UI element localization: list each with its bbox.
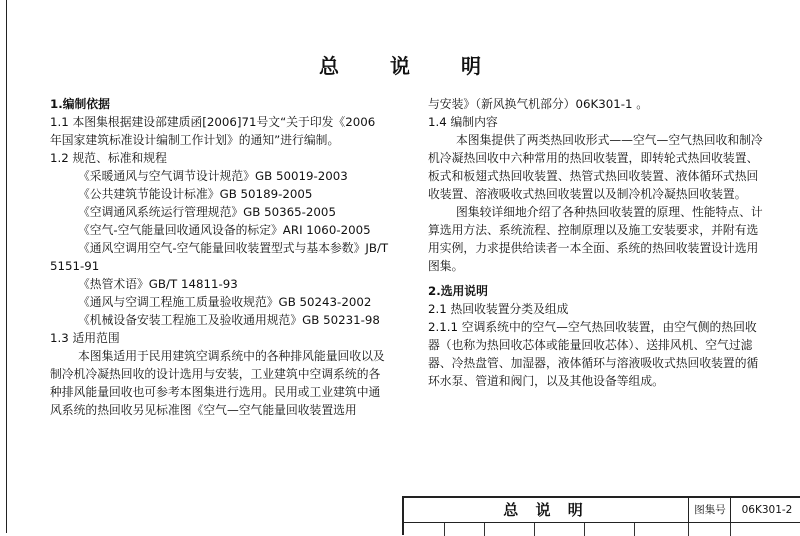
text-line: 1.编制依据 [50, 97, 110, 111]
text-line: 5151-91 [50, 259, 100, 273]
title-block-title: 总 说 明 [404, 498, 689, 522]
text-line: 1.2 规范、标准和规程 [50, 151, 167, 165]
text-line: 制冷机冷凝热回收的设计选用与安装，工业建筑中空调系统的各 [50, 367, 381, 381]
text-line: 2.1.1 空调系统中的空气—空气热回收装置，由空气侧的热回收 [428, 320, 757, 334]
text-line: 《空调通风系统运行管理规范》GB 50365-2005 [78, 205, 336, 219]
text-line: 《热管术语》GB/T 14811-93 [78, 277, 238, 291]
text-line: 图集较详细地介绍了各种热回收装置的原理、性能特点、计 [456, 205, 763, 219]
text-line: 本图集提供了两类热回收形式——空气—空气热回收和制冷 [456, 133, 763, 147]
text-line: 《公共建筑节能设计标准》GB 50189-2005 [78, 187, 313, 201]
text-line: 种排风能量回收也可参考本图集进行选用。民用或工业建筑中通 [50, 385, 381, 399]
left-column [50, 95, 390, 419]
text-line: 1.1 本图集根据建设部建质函[2006]71号文“关于印发《2006 [50, 115, 376, 129]
page-border [6, 0, 7, 533]
text-line: 图集。 [428, 259, 464, 273]
text-line: 环水泵、管道和阀门，以及其他设备等组成。 [428, 374, 664, 388]
text-line: 1.4 编制内容 [428, 115, 498, 129]
title-block-label: 图集号 [690, 498, 731, 522]
drawing-title-block [402, 496, 800, 535]
text-line: 1.3 适用范围 [50, 331, 120, 345]
text-line: 《机械设备安装工程施工及验收通用规范》GB 50231-98 [78, 313, 380, 327]
right-column [428, 95, 776, 390]
text-line: 《空气-空气能量回收通风设备的标定》ARI 1060-2005 [78, 223, 371, 237]
text-line: 收装置、溶液吸收式热回收装置以及制冷机冷凝热回收装置。 [428, 187, 747, 201]
text-line: 用实例，力求提供给读者一本全面、系统的热回收装置设计选用 [428, 241, 759, 255]
text-line: 机冷凝热回收中六种常用的热回收装置，即转轮式热回收装置、 [428, 151, 759, 165]
text-line: 与安装》（新风换气机部分）06K301-1 。 [428, 97, 649, 111]
text-line: 本图集适用于民用建筑空调系统中的各种排风能量回收以及 [78, 349, 385, 363]
text-line: 《通风空调用空气-空气能量回收装置型式与基本参数》JB/T [78, 241, 389, 255]
text-line: 2.选用说明 [428, 284, 488, 298]
text-line: 器、冷热盘管、加湿器，液体循环与溶液吸收式热回收装置的循 [428, 356, 759, 370]
title-block-atlas-number: 06K301-2 [741, 504, 793, 516]
text-line: 板式和板翅式热回收装置、热管式热回收装置、液体循环式热回 [428, 169, 759, 183]
text-line: 器（也称为热回收芯体或能量回收芯体）、送排风机、空气过滤 [428, 338, 753, 352]
text-line: 《通风与空调工程施工质量验收规范》GB 50243-2002 [78, 295, 372, 309]
text-line: 风系统的热回收另见标准图《空气—空气能量回收装置选用 [50, 403, 357, 417]
text-line: 《采暖通风与空气调节设计规范》GB 50019-2003 [78, 169, 348, 183]
text-line: 算选用方法、系统流程、控制原理以及施工安装要求，并附有选 [428, 223, 759, 237]
text-line: 年国家建筑标准设计编制工作计划》的通知”进行编制。 [50, 133, 340, 147]
title-block-signature-row [404, 522, 800, 536]
page-title: 总 说 明 [319, 54, 503, 78]
text-line: 2.1 热回收装置分类及组成 [428, 302, 569, 316]
